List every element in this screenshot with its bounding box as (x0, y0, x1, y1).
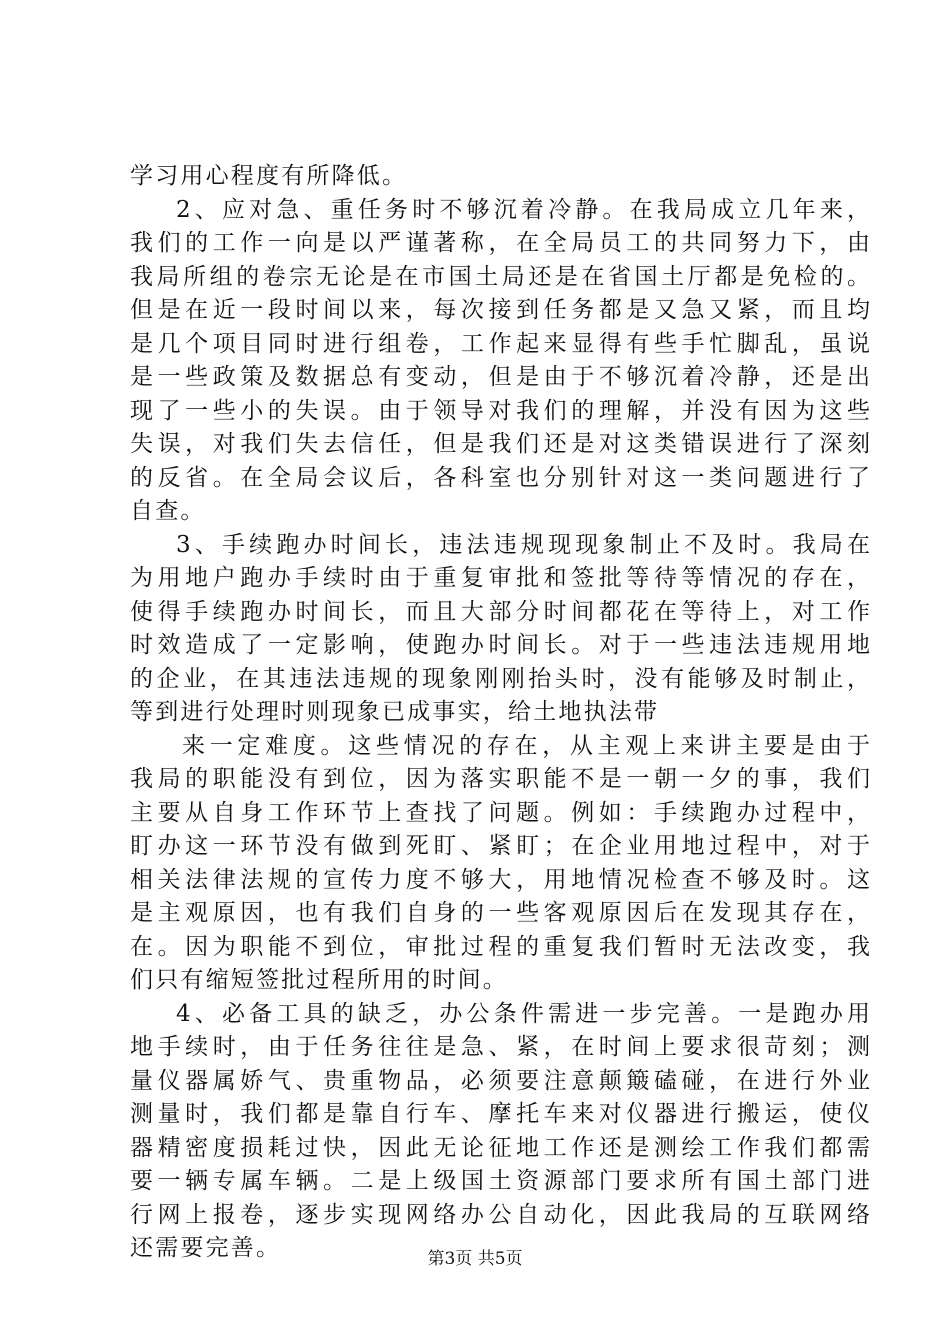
text-line: 是主观原因，也有我们自身的一些客观原因后在发现其存在， (130, 900, 870, 926)
page-number-footer: 第3页 共5页 (427, 1249, 523, 1269)
text-line: 的企业，在其违法违规的现象刚刚抬头时，没有能够及时制止， (130, 665, 870, 692)
text-line: 但是在近一段时间以来，每次接到任务都是又急又紧，而且均 (130, 297, 870, 323)
text-line: 时效造成了一定影响，使跑办时间长。对于一些违法违规用地 (130, 632, 870, 658)
text-line: 现了一些小的失误。由于领导对我们的理解，并没有因为这些 (130, 397, 870, 424)
text-line: 在。因为职能不到位，审批过程的重复我们暂时无法改变，我 (130, 933, 870, 960)
text-line: 来一定难度。这些情况的存在，从主观上来讲主要是由于 (182, 732, 870, 759)
text-line: 主要从自身工作环节上查找了问题。例如：手续跑办过程中， (130, 799, 870, 826)
text-line: 行网上报卷，逐步实现网络办公自动化，因此我局的互联网络 (130, 1201, 870, 1228)
text-line: 的反省。在全局会议后，各科室也分别针对这一类问题进行了 (130, 464, 870, 491)
text-line: 2、应对急、重任务时不够沉着冷静。在我局成立几年来， (176, 196, 870, 223)
text-line: 是几个项目同时进行组卷，工作起来显得有些手忙脚乱，虽说 (130, 330, 870, 357)
text-line: 测量时，我们都是靠自行车、摩托车来对仪器进行搬运，使仪 (130, 1101, 870, 1127)
text-line: 3、手续跑办时间长，违法违规现现象制止不及时。我局在 (176, 531, 870, 558)
text-line: 等到进行处理时则现象已成事实，给土地执法带 (130, 699, 660, 725)
text-line: 还需要完善。 (130, 1235, 282, 1261)
text-line: 相关法律法规的宣传力度不够大，用地情况检查不够及时。这 (130, 866, 870, 893)
text-line: 地手续时，由于任务往往是急、紧，在时间上要求很苛刻；测 (130, 1034, 870, 1060)
text-line: 为用地户跑办手续时由于重复审批和签批等待等情况的存在， (130, 565, 870, 591)
text-line: 我们的工作一向是以严谨著称，在全局员工的共同努力下，由 (130, 230, 870, 256)
text-line: 们只有缩短签批过程所用的时间。 (130, 967, 508, 993)
text-line: 我局的职能没有到位，因为落实职能不是一朝一夕的事，我们 (130, 766, 870, 792)
text-line: 量仪器属娇气、贵重物品，必须要注意颠簸磕碰，在进行外业 (130, 1067, 870, 1094)
text-line: 自查。 (130, 498, 206, 524)
text-line: 盯办这一环节没有做到死盯、紧盯；在企业用地过程中，对于 (130, 833, 870, 859)
text-line: 失误，对我们失去信任，但是我们还是对这类错误进行了深刻 (130, 431, 870, 457)
text-line: 我局所组的卷宗无论是在市国土局还是在省国土厅都是免检的。 (130, 263, 870, 290)
text-line: 学习用心程度有所降低。 (130, 163, 408, 189)
document-body (130, 160, 870, 1266)
text-line: 4、必备工具的缺乏，办公条件需进一步完善。一是跑办用 (176, 1000, 870, 1027)
text-line: 器精密度损耗过快，因此无论征地工作还是测绘工作我们都需 (130, 1134, 870, 1161)
text-line: 使得手续跑办时间长，而且大部分时间都花在等待上，对工作 (130, 598, 870, 625)
text-line: 是一些政策及数据总有变动，但是由于不够沉着冷静，还是出 (130, 364, 870, 390)
text-line: 要一辆专属车辆。二是上级国土资源部门要求所有国土部门进 (130, 1168, 870, 1194)
